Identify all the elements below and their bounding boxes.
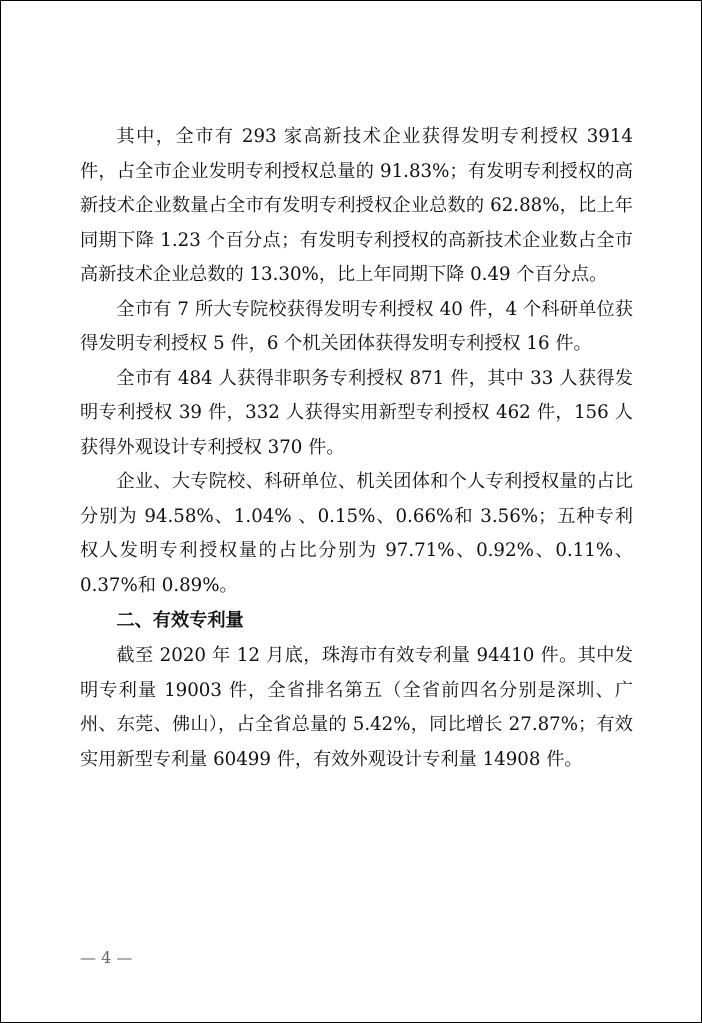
paragraph-individuals: 全市有 484 人获得非职务专利授权 871 件，其中 33 人获得发明专利授权 39 件，332 人获得实用新型专利授权 462 件，156 人获得外观设计专利授权 370 件。 — [80, 367, 633, 458]
paragraph-shares: 企业、大专院校、科研单位、机关团体和个人专利授权量的占比分别为 94.58%、1.04% 、0.15%、0.66%和 3.56%；五种专利权人发明专利授权量的占比分别为 97.71%、0.92%、0.11%、0.37%和 0.89%。 — [80, 471, 633, 596]
paragraph-valid-patents: 截至 2020 年 12 月底，珠海市有效专利量 94410 件。其中发明专利量 19003 件，全省排名第五（全省前四名分别是深圳、广州、东莞、佛山），占全省总量的 5.42%，同比增长 27.87%；有效实用新型专利量 60499 件，有效外观设计专利量 14908 件。 — [80, 645, 633, 770]
paragraph-high-tech-enterprises: 其中，全市有 293 家高新技术企业获得发明专利授权 3914 件，占全市企业发明专利授权总量的 91.83%；有发明专利授权的高新技术企业数量占全市有发明专利授权企业总数的 62.88%，比上年同期下降 1.23 个百分点；有发明专利授权的高新技术企业数占全市高新技术企业总数的 13.30%，比上年同期下降 0.49 个百分点。 — [80, 126, 633, 285]
page-number: — 4 — — [80, 948, 133, 967]
section-heading: 二、有效专利量 — [116, 610, 244, 631]
document-body — [80, 120, 633, 777]
paragraph-institutions: 全市有 7 所大专院校获得发明专利授权 40 件，4 个科研单位获得发明专利授权 5 件，6 个机关团体获得发明专利授权 16 件。 — [80, 298, 633, 354]
